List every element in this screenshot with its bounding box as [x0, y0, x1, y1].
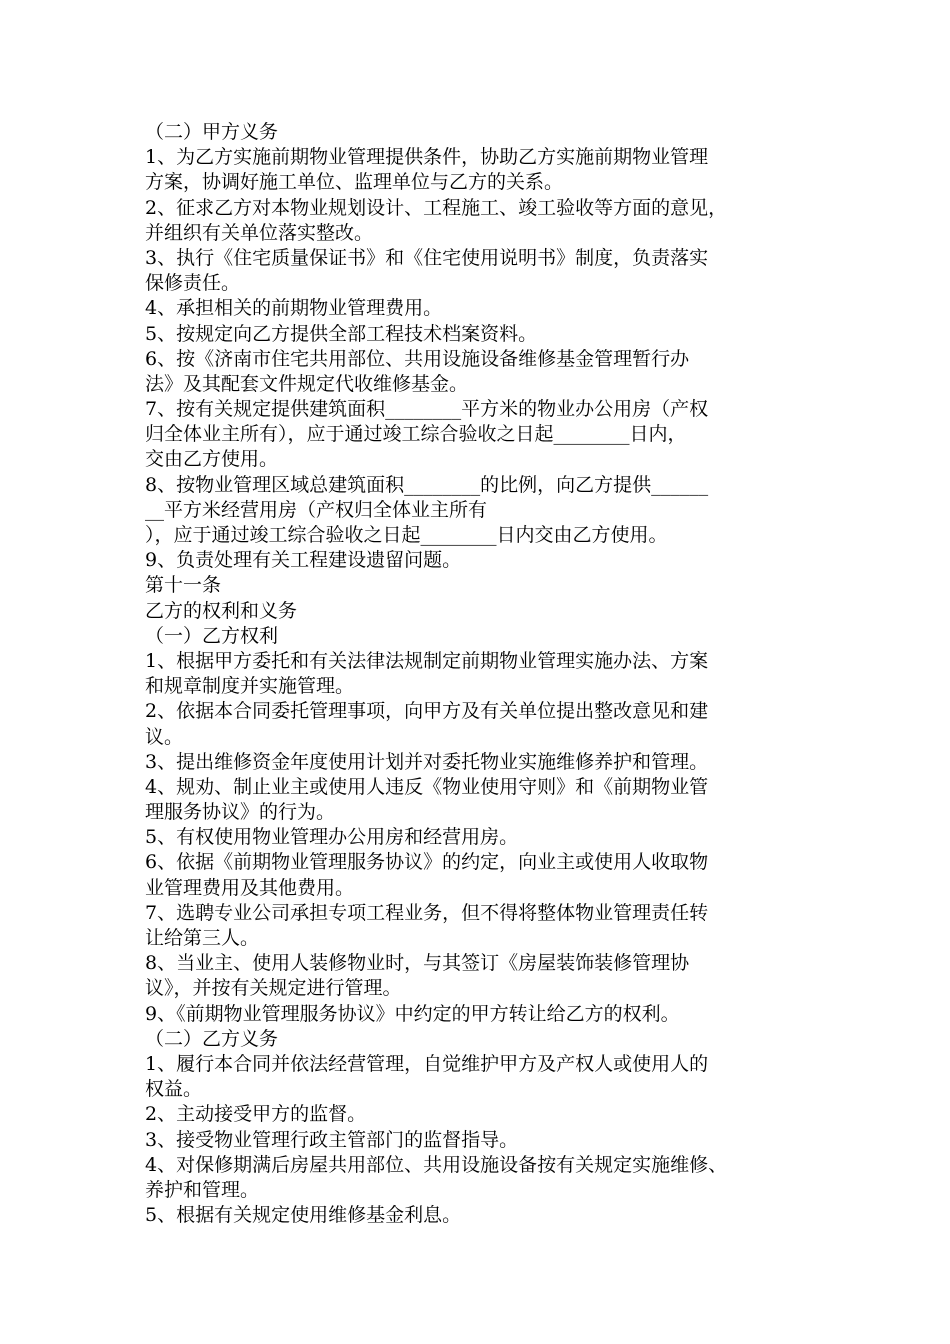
- text-line: 3、接受物业管理行政主管部门的监督指导。: [145, 1128, 519, 1151]
- text-line: 让给第三人。: [145, 927, 260, 949]
- section-heading-party-a-obligations: （二）甲方义务: [145, 121, 279, 143]
- text-line: 1、根据甲方委托和有关法律法规制定前期物业管理实施办法、方案: [145, 649, 709, 672]
- text-line: 1、履行本合同并依法经营管理，自觉维护甲方及产权人或使用人的: [145, 1052, 709, 1075]
- text-line: 理服务协议》的行为。: [145, 801, 336, 824]
- text-line: 业管理费用及其他费用。: [145, 876, 355, 899]
- text-line: 2、主动接受甲方的监督。: [145, 1103, 367, 1126]
- text-line: 1、为乙方实施前期物业管理提供条件，协助乙方实施前期物业管理: [145, 146, 709, 169]
- text-line: 8、按物业管理区域总建筑面积________的比例，向乙方提供______: [145, 473, 709, 496]
- text-line: 6、按《济南市住宅共用部位、共用设施设备维修基金管理暂行办: [145, 347, 690, 370]
- text-line: 和规章制度并实施管理。: [145, 675, 355, 698]
- text-line: 并组织有关单位落实整改。: [145, 221, 374, 244]
- text-line: 2、依据本合同委托管理事项，向甲方及有关单位提出整改意见和建: [145, 700, 709, 723]
- text-line: 保修责任。: [145, 272, 241, 295]
- section-heading-party-b-rights: （一）乙方权利: [145, 624, 279, 647]
- text-line: 4、承担相关的前期物业管理费用。: [145, 297, 443, 320]
- text-line: 9、《前期物业管理服务协议》中约定的甲方转让给乙方的权利。: [145, 1002, 680, 1025]
- text-line: 6、依据《前期物业管理服务协议》的约定，向业主或使用人收取物: [145, 851, 709, 874]
- text-line: 权益。: [145, 1078, 203, 1101]
- text-line: 议。: [145, 725, 184, 748]
- text-line: ），应于通过竣工综合验收之日起________日内交由乙方使用。: [145, 524, 668, 546]
- text-line: 5、按规定向乙方提供全部工程技术档案资料。: [145, 322, 538, 345]
- text-line: 养护和管理。: [145, 1178, 260, 1201]
- text-line: 方案，协调好施工单位、监理单位与乙方的关系。: [145, 171, 564, 194]
- text-line: 3、执行《住宅质量保证书》和《住宅使用说明书》制度，负责落实: [145, 246, 709, 269]
- text-line: 9、负责处理有关工程建设遗留问题。: [145, 549, 462, 572]
- text-line: 4、规劝、制止业主或使用人违反《物业使用守则》和《前期物业管: [145, 775, 709, 798]
- text-line: 2、征求乙方对本物业规划设计、工程施工、竣工验收等方面的意见，: [145, 196, 728, 219]
- text-line: 8、当业主、使用人装修物业时，与其签订《房屋装饰装修管理协: [145, 952, 690, 975]
- text-line: 7、按有关规定提供建筑面积________平方米的物业办公用房（产权: [145, 398, 709, 421]
- text-line: __平方米经营用房（产权归全体业主所有: [145, 498, 488, 521]
- text-line: 交由乙方使用。: [145, 448, 279, 471]
- article-title: 乙方的权利和义务: [145, 599, 298, 622]
- text-line: 归全体业主所有），应于通过竣工综合验收之日起________日内，: [145, 423, 687, 446]
- text-line: 5、有权使用物业管理办公用房和经营用房。: [145, 826, 519, 849]
- section-heading-party-b-obligations: （二）乙方义务: [145, 1027, 279, 1050]
- text-line: 法》及其配套文件规定代收维修基金。: [145, 372, 469, 395]
- text-line: 7、选聘专业公司承担专项工程业务，但不得将整体物业管理责任转: [145, 901, 709, 924]
- text-line: 议》，并按有关规定进行管理。: [145, 977, 402, 1000]
- document-body: [145, 120, 825, 1228]
- article-heading: 第十一条: [145, 574, 222, 597]
- text-line: 3、提出维修资金年度使用计划并对委托物业实施维修养护和管理。: [145, 750, 709, 773]
- text-line: 5、根据有关规定使用维修基金利息。: [145, 1204, 462, 1227]
- text-line: 4、对保修期满后房屋共用部位、共用设施设备按有关规定实施维修、: [145, 1153, 728, 1176]
